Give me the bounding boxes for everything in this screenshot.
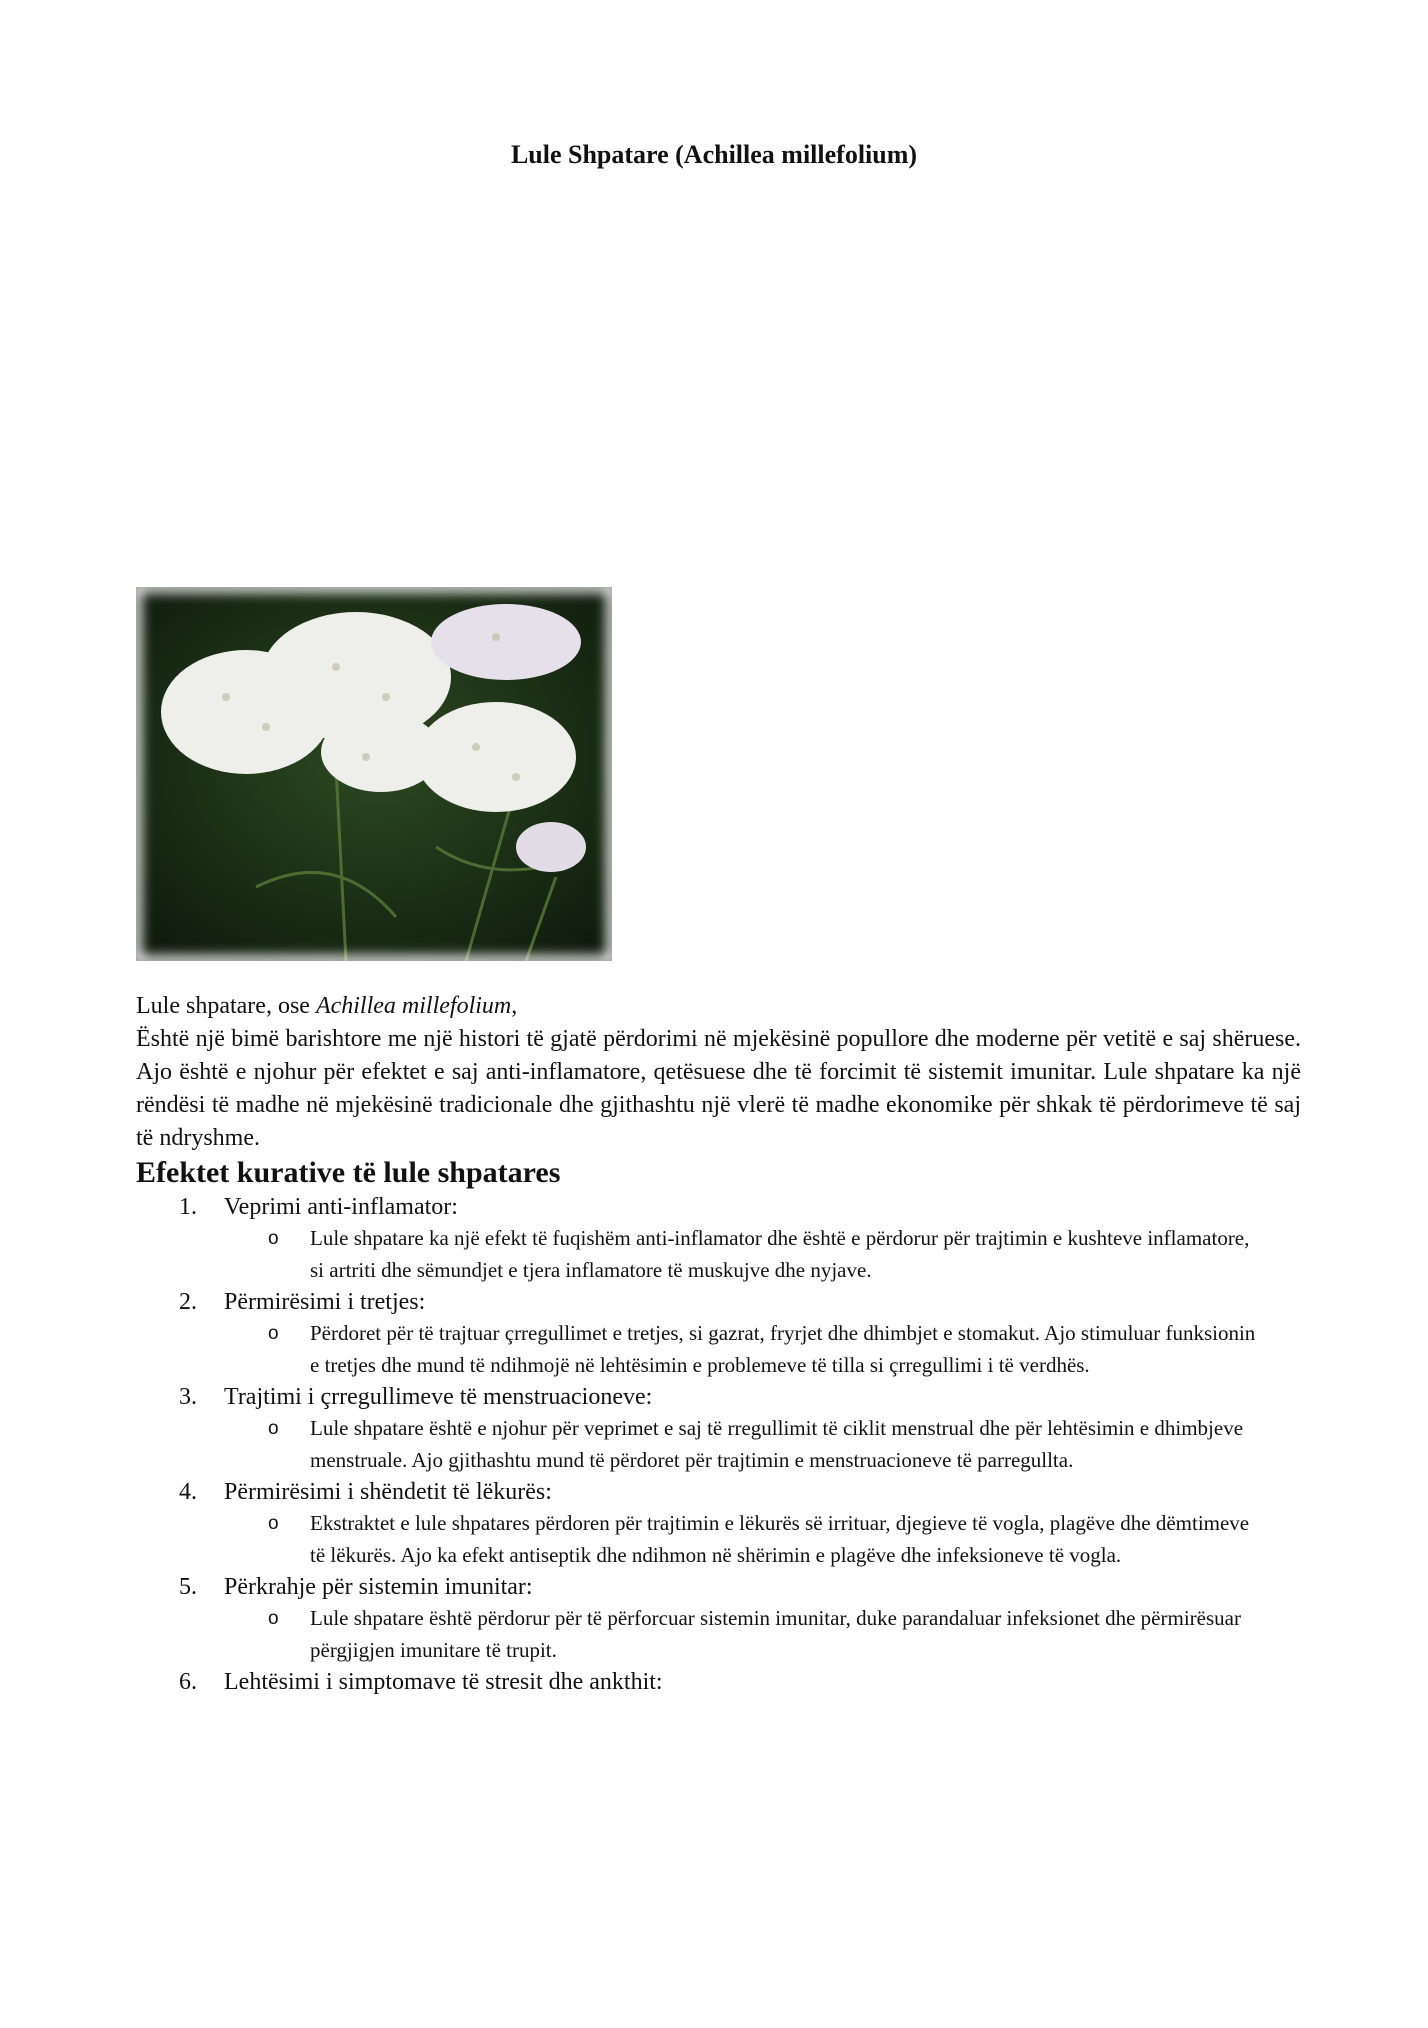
yarrow-flower-photo — [136, 587, 612, 961]
item-label: Veprimi anti-inflamator: — [224, 1194, 458, 1220]
item-number: 2. — [179, 1289, 197, 1315]
list-item — [136, 1476, 1301, 1571]
sub-list — [224, 1603, 1301, 1666]
sub-list-item — [224, 1508, 1261, 1571]
sub-list — [224, 1318, 1301, 1381]
item-number: 1. — [179, 1194, 197, 1220]
item-number: 6. — [179, 1669, 197, 1695]
list-item — [136, 1191, 1301, 1286]
section-heading: Efektet kurative të lule shpatares — [136, 1156, 561, 1189]
bullet-icon: o — [268, 1228, 279, 1249]
sub-list — [224, 1223, 1301, 1286]
sub-item-text: Lule shpatare është e njohur për veprimet e saj të rregullimit të ciklit menstrual dhe për lehtësimin e dhimbjeve menstruale. Ajo gjithashtu mund të përdoret për trajtimin e menstruacioneve të parregullta. — [310, 1416, 1244, 1472]
sub-list-item — [224, 1413, 1261, 1476]
list-item — [136, 1571, 1301, 1666]
bullet-icon: o — [268, 1418, 279, 1439]
sub-item-text: Ekstraktet e lule shpatares përdoren për trajtimin e lëkurës së irrituar, djegieve të vogla, plagëve dhe dëmtimeve të lëkurës. Ajo ka efekt antiseptik dhe ndihmon në shërimin e plagëve dhe infeksioneve të vogla. — [310, 1511, 1250, 1567]
document-body — [136, 990, 1301, 1698]
sub-item-text: Përdoret për të trajtuar çrregullimet e tretjes, si gazrat, fryrjet dhe dhimbjet e stomakut. Ajo stimuluar funksionin e tretjes dhe mund të ndihmojë në lehtësimin e problemeve të tilla si çrregullimi i të verdhës. — [310, 1321, 1256, 1377]
item-label: Përmirësimi i tretjes: — [224, 1289, 426, 1315]
item-label: Lehtësimi i simptomave të stresit dhe ankthit: — [224, 1669, 663, 1695]
sub-list-item — [224, 1223, 1261, 1286]
item-number: 4. — [179, 1479, 197, 1505]
list-item — [136, 1286, 1301, 1381]
sub-list-item — [224, 1603, 1261, 1666]
bullet-icon: o — [268, 1513, 279, 1534]
intro-line — [136, 990, 1301, 1023]
bullet-icon: o — [268, 1323, 279, 1344]
item-label: Përmirësimi i shëndetit të lëkurës: — [224, 1479, 552, 1505]
item-label: Trajtimi i çrregullimeve të menstruacioneve: — [224, 1384, 653, 1410]
list-item — [136, 1666, 1301, 1698]
sub-list — [224, 1413, 1301, 1476]
sub-list — [224, 1508, 1301, 1571]
sub-item-text: Lule shpatare është përdorur për të përforcuar sistemin imunitar, duke parandaluar infeksionet dhe përmirësuar përgjigjen imunitare të trupit. — [310, 1606, 1241, 1662]
sub-item-text: Lule shpatare ka një efekt të fuqishëm anti-inflamator dhe është e përdorur për trajtimin e kushteve inflamatore, si artriti dhe sëmundjet e tjera inflamatore të muskujve dhe nyjave. — [310, 1226, 1250, 1282]
intro-suffix: , — [511, 993, 518, 1019]
item-number: 3. — [179, 1384, 197, 1410]
item-label: Përkrahje për sistemin imunitar: — [224, 1574, 533, 1600]
effects-list — [136, 1191, 1301, 1698]
item-number: 5. — [179, 1574, 197, 1600]
description-paragraph: Është një bimë barishtore me një histori të gjatë përdorimi në mjekësinë popullore dhe moderne për vetitë e saj shëruese. Ajo është e njohur për efektet e saj anti-inflamatore, qetësuese dhe të forcimit të sistemit imunitar. Lule shpatare ka një rëndësi të madhe në mjekësinë tradicionale dhe gjithashtu një vlerë të madhe ekonomike për shkak të përdorimeve të saj të ndryshme. — [136, 1026, 1301, 1151]
sub-list-item — [224, 1318, 1261, 1381]
list-item — [136, 1381, 1301, 1476]
scientific-name: Achillea millefolium — [315, 993, 512, 1019]
intro-prefix: Lule shpatare, ose — [136, 993, 316, 1019]
bullet-icon: o — [268, 1608, 279, 1629]
document-title: Lule Shpatare (Achillea millefolium) — [510, 140, 918, 169]
